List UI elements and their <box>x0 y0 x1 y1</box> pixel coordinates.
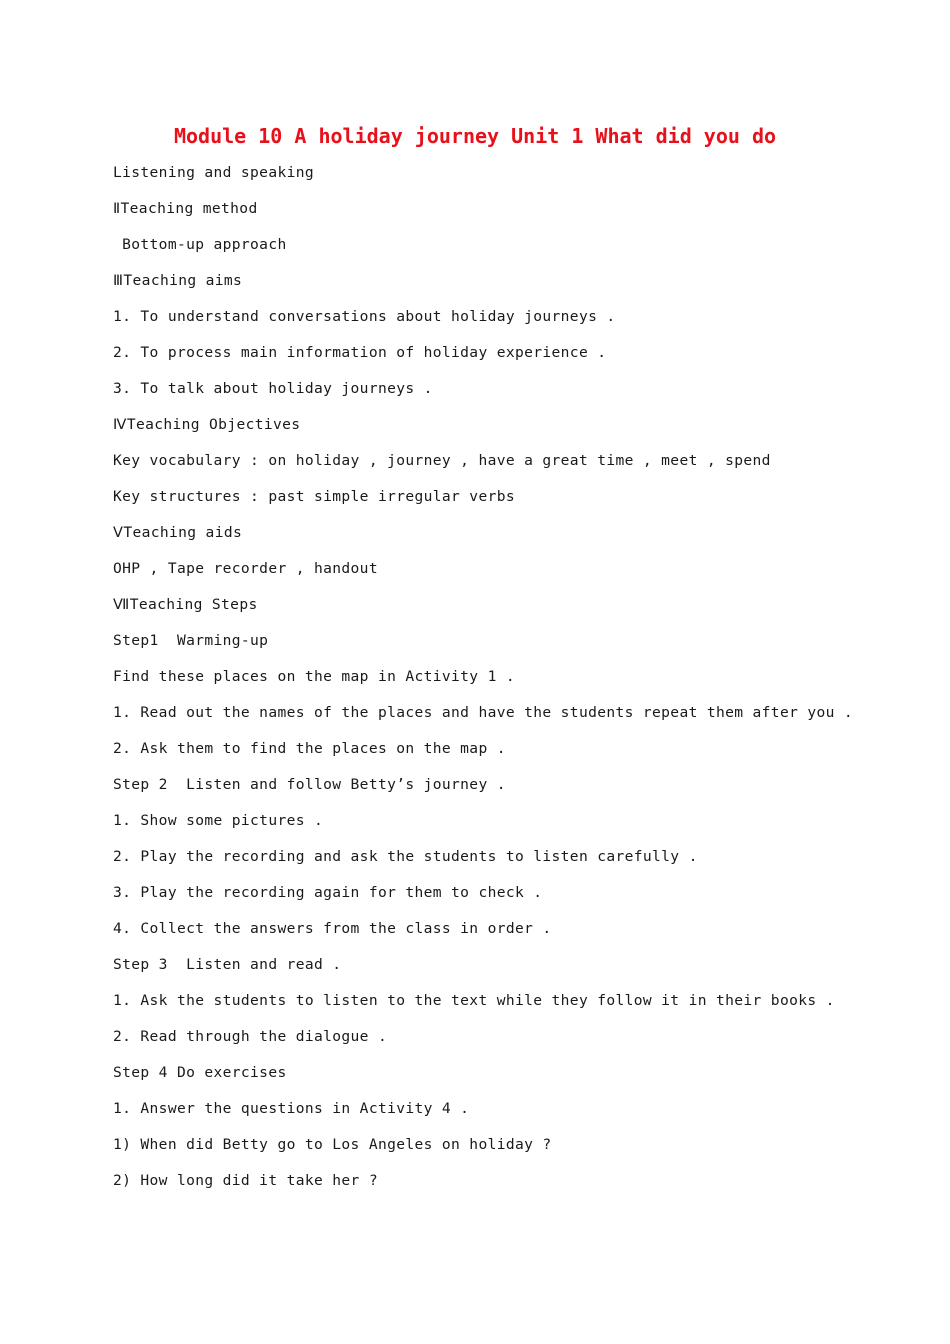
document-title: Module 10 A holiday journey Unit 1 What did you do <box>173 124 777 148</box>
list-item: 1. Ask the students to listen to the text while they follow it in their books . <box>113 992 835 1009</box>
list-item: 2. Play the recording and ask the students to listen carefully . <box>113 848 698 865</box>
list-item: 1. Answer the questions in Activity 4 . <box>113 1100 470 1117</box>
text-line: OHP , Tape recorder , handout <box>113 560 378 577</box>
list-item: 1. To understand conversations about holiday journeys . <box>113 308 616 325</box>
section-heading-teaching-aims: ⅢTeaching aims <box>113 272 243 289</box>
question-item: 1) When did Betty go to Los Angeles on holiday ? <box>113 1136 552 1153</box>
list-item: 3. To talk about holiday journeys . <box>113 380 433 397</box>
list-item: 1. Show some pictures . <box>113 812 324 829</box>
document-body <box>113 162 913 1206</box>
step-heading: Step 2 Listen and follow Betty’s journey . <box>113 776 506 793</box>
section-heading-teaching-objectives: ⅣTeaching Objectives <box>113 416 301 433</box>
text-line: Listening and speaking <box>113 164 314 181</box>
text-line: Bottom-up approach <box>113 236 287 253</box>
list-item: 2. Ask them to find the places on the map . <box>113 740 506 757</box>
list-item: 1. Read out the names of the places and have the students repeat them after you . <box>113 704 854 721</box>
question-item: 2) How long did it take her ? <box>113 1172 378 1189</box>
list-item: 4. Collect the answers from the class in order . <box>113 920 552 937</box>
text-line: Key structures : past simple irregular verbs <box>113 488 515 505</box>
step-heading: Step1 Warming-up <box>113 632 269 649</box>
section-heading-teaching-method: ⅡTeaching method <box>113 200 258 217</box>
text-line: Find these places on the map in Activity 1 . <box>113 668 515 685</box>
section-heading-teaching-steps: ⅦTeaching Steps <box>113 596 258 613</box>
list-item: 2. Read through the dialogue . <box>113 1028 388 1045</box>
list-item: 2. To process main information of holiday experience . <box>113 344 607 361</box>
step-heading: Step 4 Do exercises <box>113 1064 287 1081</box>
step-heading: Step 3 Listen and read . <box>113 956 342 973</box>
list-item: 3. Play the recording again for them to check . <box>113 884 543 901</box>
section-heading-teaching-aids: ⅤTeaching aids <box>113 524 243 541</box>
text-line: Key vocabulary : on holiday , journey , have a great time , meet , spend <box>113 452 771 469</box>
